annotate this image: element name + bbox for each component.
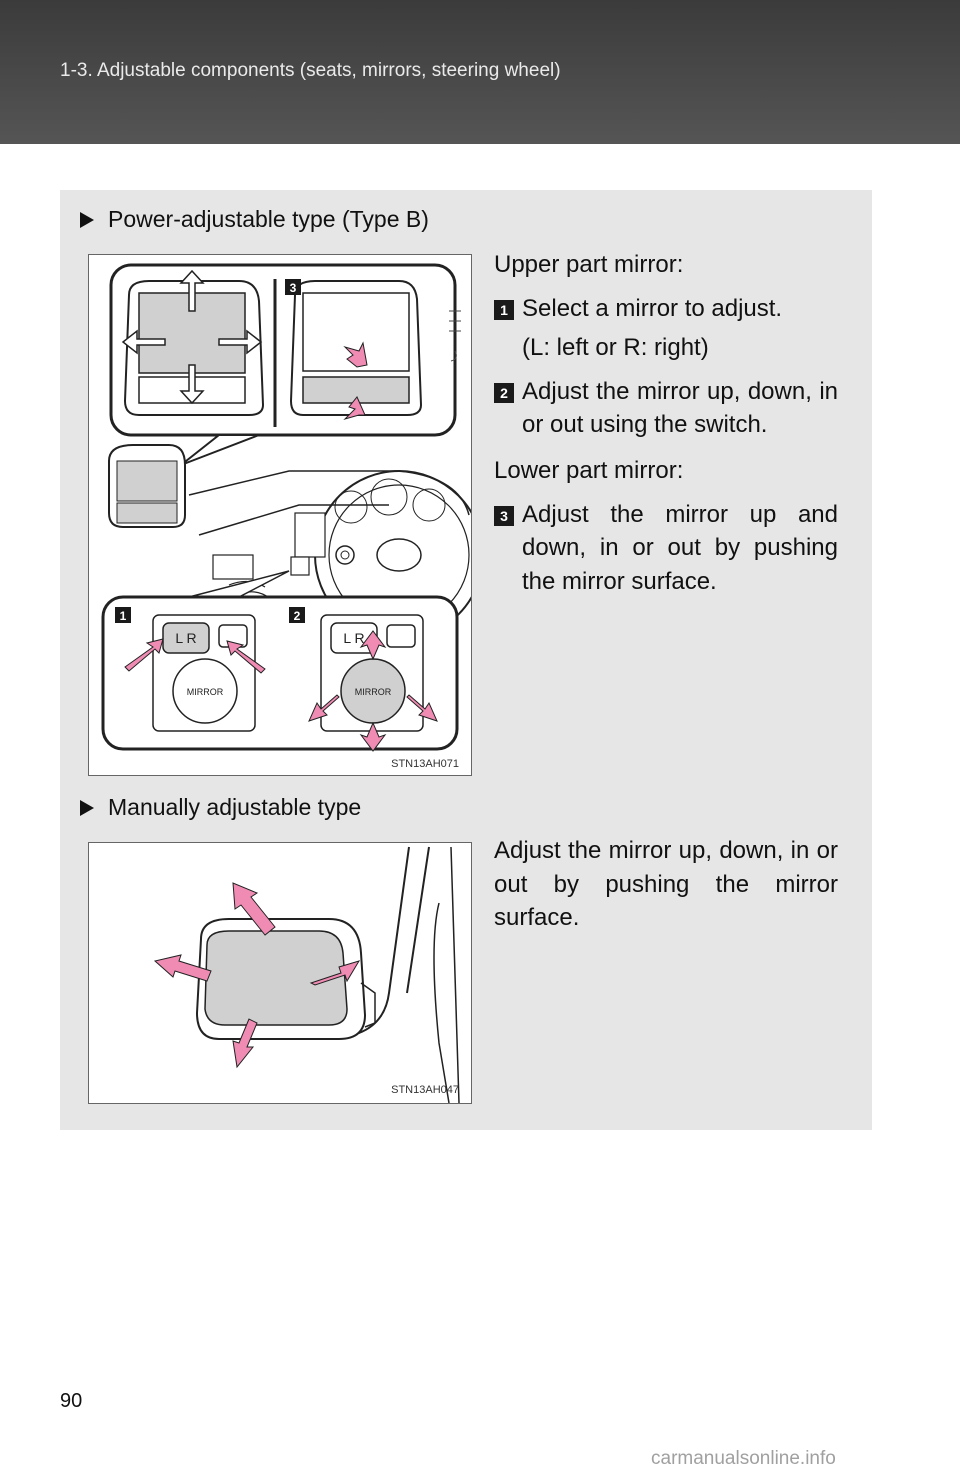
section-heading-text: Power-adjustable type (Type B) xyxy=(108,206,429,232)
page-header xyxy=(0,0,960,144)
step-2 xyxy=(494,375,838,442)
watermark-text: carmanualsonline.info xyxy=(651,1448,836,1469)
upper-part-label: Upper part mirror: xyxy=(494,251,684,278)
lower-part-label: Lower part mirror: xyxy=(494,456,684,484)
step-1-text: Select a mirror to adjust. xyxy=(522,294,783,322)
triangle-bullet-icon xyxy=(80,212,94,228)
switch-letters-1: L R xyxy=(175,630,197,646)
step-3-text: Adjust the mirror up and down, in or out by pushing the mirror surface. xyxy=(522,500,838,595)
step-3 xyxy=(494,498,838,599)
step-1 xyxy=(494,292,838,326)
chapter-title: 1-3. Adjustable components (seats, mirrors, steering wheel) xyxy=(60,60,561,81)
step-1-sub: (L: left or R: right) xyxy=(522,334,709,362)
callout-1: 1 xyxy=(119,609,127,623)
triangle-bullet-icon xyxy=(80,800,94,816)
step-2-text: Adjust the mirror up, down, in or out using the switch. xyxy=(522,377,838,439)
figure-manual-mirror xyxy=(88,842,472,1104)
section1-text xyxy=(494,248,838,598)
page-number: 90 xyxy=(60,1390,83,1412)
switch-label-2: MIRROR xyxy=(354,687,392,697)
figure-code-2: STN13AH047 xyxy=(391,1084,459,1096)
manual-mirror-illustration xyxy=(89,843,471,1103)
step-number-2: 2 xyxy=(494,383,514,403)
step-number-1: 1 xyxy=(494,300,514,320)
section-heading-power xyxy=(80,206,429,233)
section-heading-manual xyxy=(80,794,361,821)
switch-label-1: MIRROR xyxy=(186,687,224,697)
section2-text xyxy=(494,834,838,935)
section-heading-text: Manually adjustable type xyxy=(108,794,362,820)
callout-2: 2 xyxy=(293,609,301,623)
manual-instruction-text: Adjust the mirror up, down, in or out by pushing the mirror surface. xyxy=(494,837,838,932)
switch-letters-2: L R xyxy=(343,630,365,646)
callout-3: 3 xyxy=(289,281,297,295)
figure-power-mirror xyxy=(88,254,472,776)
figure-code-1: STN13AH071 xyxy=(391,758,459,770)
step-number-3: 3 xyxy=(494,506,514,526)
power-mirror-illustration xyxy=(89,255,471,775)
